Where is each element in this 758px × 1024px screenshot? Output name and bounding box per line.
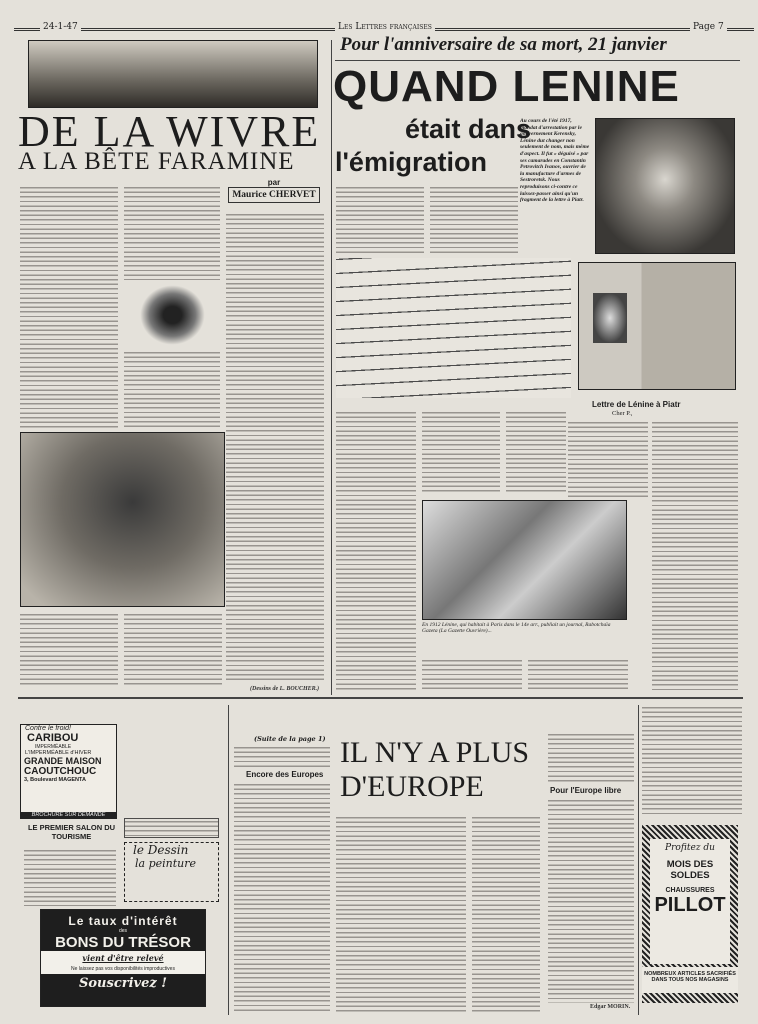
section-divider [18,697,743,699]
ad-address: 3, Boulevard MAGENTA [24,777,86,783]
passport-document-photo [578,262,736,390]
ad-brand-sub: IMPERMÉABLE [35,744,72,750]
body-text [24,848,116,906]
ad-line-4: vient d'être relevé [82,953,164,963]
ad-cta: Souscrivez ! [79,976,167,991]
article-subtitle: A LA BÊTE FARAMINE [18,148,295,175]
body-text [226,212,324,682]
photo-caption: Au cours de l'été 1917, mandat d'arrestation par le gouvernement Kerensky, Lénine dut changer non seulement de nom, mais même d'aspect. Il fut « déguisé » par ses camarades en Constantin Petrovitch Ivanov, ouvrier de la manufacture d'armes de Sestroretsk. Nous reproduisons ci-contre ce laissez-passer ainsi qu'un fragment de la lettre à Piatr. [520,118,590,204]
body-text [568,420,648,500]
section-heading: Pour l'Europe libre [550,786,622,795]
ad-line-1: Profitez du [665,843,715,853]
author-signature: Edgar MORIN. [590,1004,631,1010]
body-text [336,185,424,255]
body-text [652,420,738,690]
ad-store-2: CAOUTCHOUC [24,766,97,777]
author-name: Maurice CHERVET [228,187,320,203]
tree-illustration [20,432,225,607]
ad-line: L'IMPERMÉABLE d'HIVER [25,750,92,756]
ad-line-2: MOIS DES SOLDES [666,859,714,881]
body-text [548,732,634,782]
byline [228,178,320,203]
issue-date: 24-1-47 [40,22,81,32]
landscape-illustration [28,40,318,108]
ad-title-2: la peinture [135,857,196,870]
handwritten-letter-facsimile [336,258,571,398]
article-title-1: IL N'Y A PLUS [340,736,530,769]
letter-heading: Lettre de Lénine à Piatr [592,400,681,409]
body-text [336,410,416,690]
passport-portrait [593,293,627,343]
body-text [336,815,466,1013]
article-title: DE LA WIVRE [18,107,321,156]
ad-line-6: DANS TOUS NOS MAGASINS [651,977,729,983]
body-text [234,782,330,1012]
body-text [472,815,540,1013]
column-divider [228,705,229,1015]
newspaper-jars-photo [422,500,627,620]
drawing-credit: (Dessins de L. BOUCHER.) [250,686,320,692]
jars-photo-caption: En 1912 Lénine, qui habitait à Paris dans le 14e arr., publiait un journal, Rabotchaïa Gazeta (La Gazette Ouvrière)... [422,622,611,635]
bons-du-tresor-ad [40,909,206,1007]
notice-box [124,818,219,838]
body-text [506,410,566,495]
ad-line-3: CHAUSSURES [665,887,715,894]
body-text [422,410,500,495]
salon-tourisme-heading: LE PREMIER SALON DU TOURISME [27,823,116,841]
dessin-peinture-ad [124,842,219,902]
article-kicker: Pour l'anniversaire de sa mort, 21 janvier [340,34,667,55]
column-divider [331,40,332,695]
ad-tagline: Contre le froid! [25,725,71,732]
ad-brand: CARIBOU [27,732,79,744]
body-text [642,705,742,815]
section-heading: Encore des Europes [246,770,324,779]
body-text [422,658,522,692]
letter-salutation: Cher P., [612,410,633,417]
lenin-portrait-photo [595,118,735,254]
body-text [20,612,118,687]
newspaper-title: Les Lettres françaises [335,22,435,32]
ad-line-5: NOMBREUX ARTICLES SACRIFIÉS [644,971,736,977]
kicker-rule [335,60,740,61]
ad-line-1: Le taux d'intérêt [68,914,178,928]
byline-par: par [267,178,281,187]
article-title-2: D'EUROPE [340,770,484,803]
ad-line-3: BONS DU TRÉSOR [55,934,191,951]
body-text [234,745,330,767]
article-subtitle-1: était dans [405,114,532,144]
continuation-note: (Suite de la page 1) [254,735,326,743]
ad-line-2: des [118,928,128,934]
page-number: Page 7 [690,22,727,32]
ad-footer: BROCHURE SUR DEMANDE [21,812,116,818]
pillot-ad [642,825,738,1003]
column-divider [638,705,639,1015]
ad-title: le Dessin [133,843,189,857]
caribou-ad [20,724,117,819]
body-text [528,658,628,692]
body-text [124,185,220,280]
ad-store-1: GRANDE MAISON [24,756,102,766]
ad-brand: PILLOT [654,894,726,916]
article-title: QUAND LENINE [333,62,680,111]
body-text [20,185,118,430]
ad-line-5: Ne laissez pas vos disponibilités improductives [71,966,175,972]
dragon-illustration [140,285,205,345]
article-subtitle-2: l'émigration [335,147,487,177]
body-text [430,185,518,255]
body-text [124,350,220,430]
body-text [548,798,634,1003]
body-text [124,612,222,687]
